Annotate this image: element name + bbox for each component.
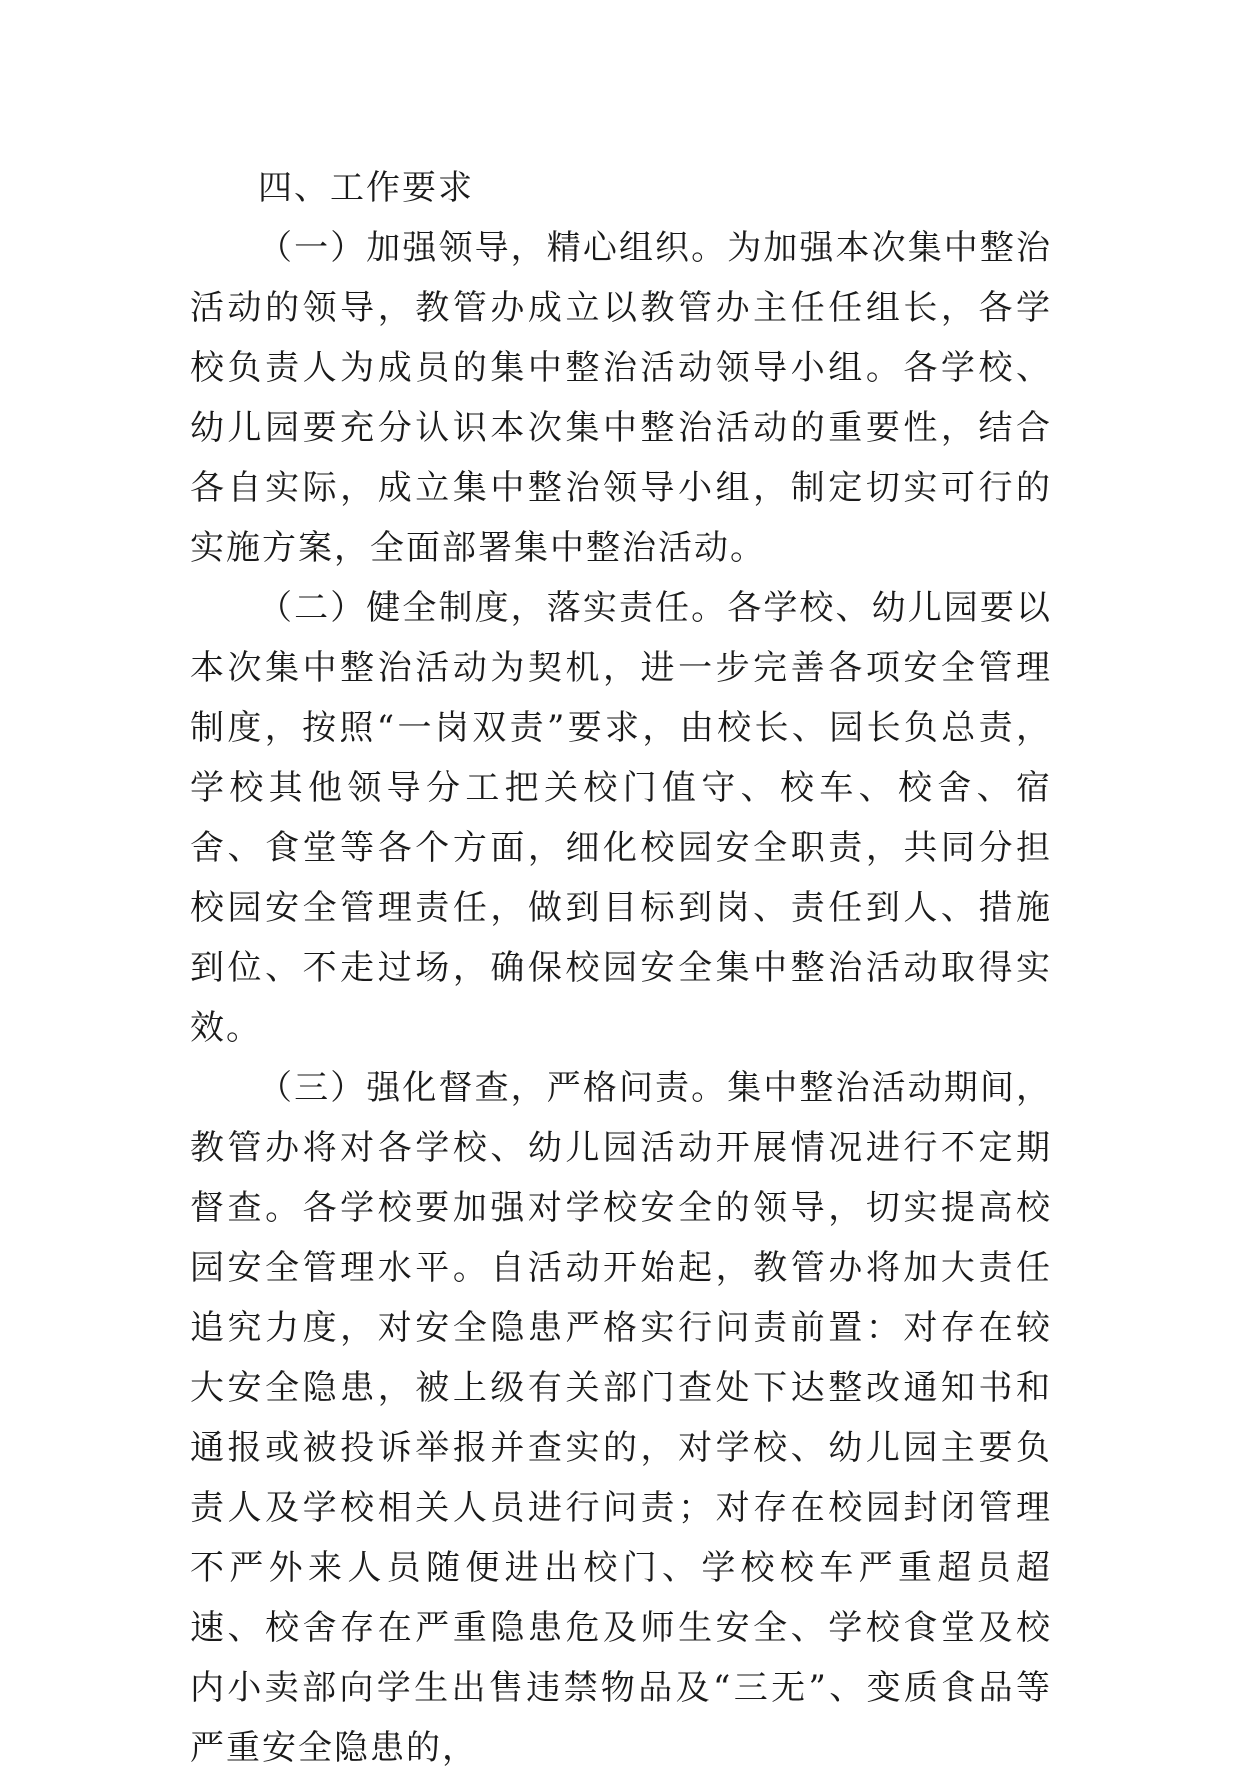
section-heading: 四、工作要求 — [258, 168, 474, 208]
paragraph-supervision: （三）强化督查，严格问责。集中整治活动期间，教管办将对各学校、幼儿园活动开展情况进行不定期督查。各学校要加强对学校安全的领导，切实提高校园安全管理水平。自活动开始起，教管办将加大责任追究力度，对安全隐患严格实行问责前置：对存在较大安全隐患，被上级有关部门查处下达整改通知书和通报或被投诉举报并查实的，对学校、幼儿园主要负责人及学校相关人员进行问责；对存在校园封闭管理不严外来人员随便进出校门、学校校车严重超员超速、校舍存在严重隐患危及师生安全、学校食堂及校内小卖部向学生出售违禁物品及“三无”、变质食品等严重安全隐患的， — [190, 1068, 1052, 1768]
paragraph-leadership: （一）加强领导，精心组织。为加强本次集中整治活动的领导，教管办成立以教管办主任任组长，各学校负责人为成员的集中整治活动领导小组。各学校、幼儿园要充分认识本次集中整治活动的重要性，结合各自实际，成立集中整治领导小组，制定切实可行的实施方案，全面部署集中整治活动。 — [190, 228, 1052, 568]
document-body — [190, 158, 1052, 1778]
paragraph-responsibility: （二）健全制度，落实责任。各学校、幼儿园要以本次集中整治活动为契机，进一步完善各项安全管理制度，按照“一岗双责”要求，由校长、园长负总责，学校其他领导分工把关校门值守、校车、校舍、宿舍、食堂等各个方面，细化校园安全职责，共同分担校园安全管理责任，做到目标到岗、责任到人、措施到位、不走过场，确保校园安全集中整治活动取得实效。 — [190, 588, 1052, 1048]
